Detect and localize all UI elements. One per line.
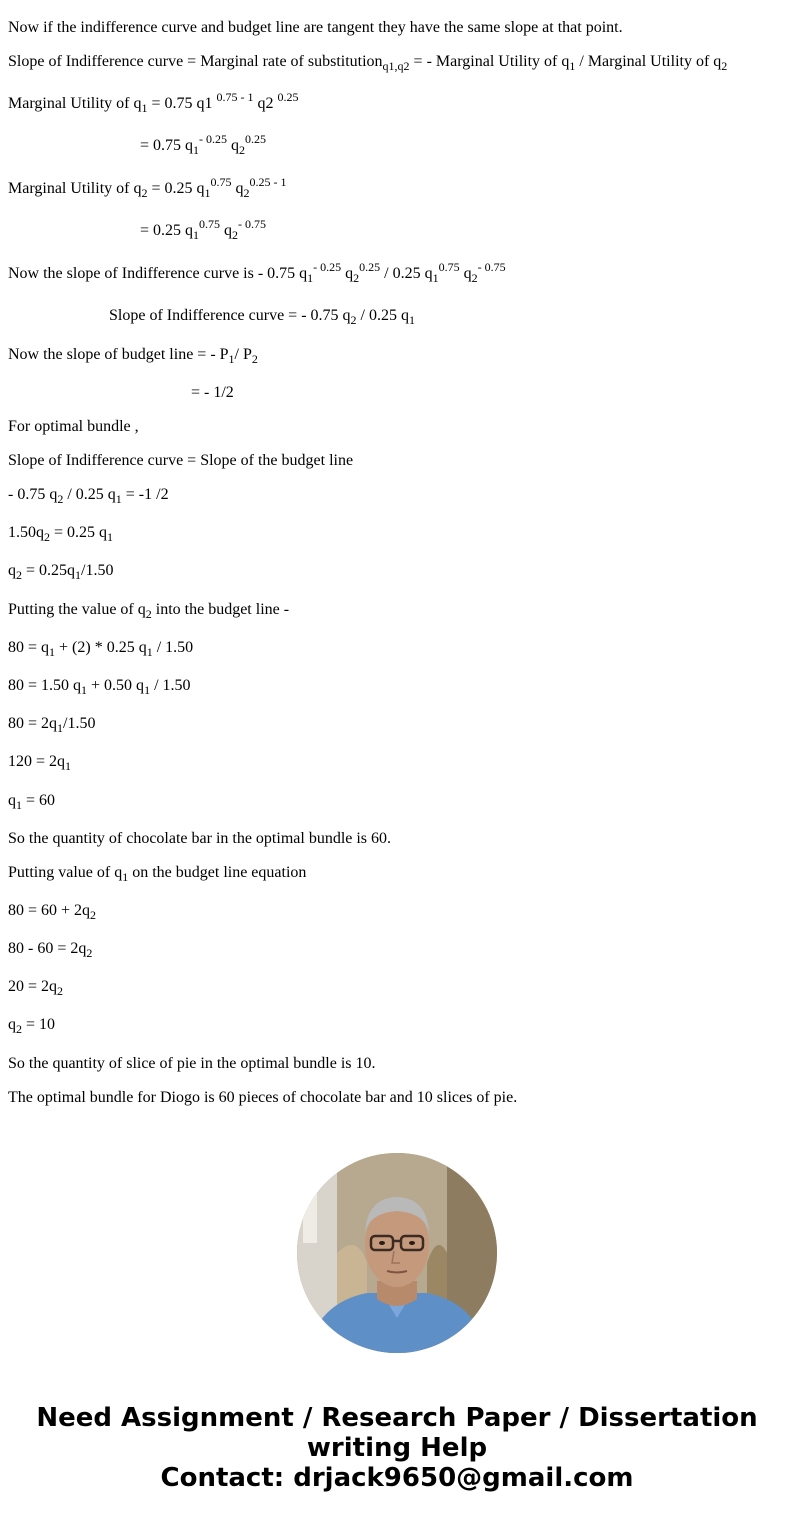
subscript: 1 — [432, 271, 439, 285]
subscript: 2 — [90, 908, 97, 922]
text-run: 80 = 1.50 q — [8, 677, 82, 694]
text-run: /1.50 — [81, 562, 114, 579]
text-run: /1.50 — [63, 715, 96, 732]
subscript: 1 — [193, 228, 200, 242]
superscript: - 0.75 — [477, 260, 506, 274]
superscript: - 0.25 — [199, 132, 228, 146]
subscript: 1 — [107, 530, 114, 544]
text-line — [8, 1015, 55, 1035]
text-run: 120 = 2q — [8, 753, 66, 770]
text-run: 80 = 60 + 2q — [8, 902, 91, 919]
text-run: on the budget line equation — [128, 864, 307, 881]
text-line — [8, 1054, 376, 1074]
text-run: into the budget line - — [151, 601, 290, 618]
subscript: 1 — [193, 143, 200, 157]
text-line — [8, 451, 353, 471]
text-line — [8, 752, 71, 772]
text-run: / 0.25 q — [356, 307, 409, 324]
text-line — [8, 676, 191, 696]
text-run: - 0.75 q — [8, 486, 58, 503]
text-line — [8, 901, 96, 921]
subscript: 2 — [145, 607, 152, 621]
superscript: 0.25 — [277, 90, 299, 104]
text-run: = 0.75 q — [140, 137, 194, 154]
text-run: / 1.50 — [150, 677, 191, 694]
text-run: q — [220, 222, 233, 239]
text-line — [8, 829, 391, 849]
promo-line-1: Need Assignment / Research Paper / Dissertation — [36, 1403, 758, 1433]
text-run: = 60 — [22, 792, 56, 809]
text-line — [8, 600, 289, 620]
text-run: 20 = 2q — [8, 978, 58, 995]
text-run: For optimal bundle , — [8, 418, 139, 435]
text-run: 1.50q — [8, 524, 44, 541]
subscript: 2 — [16, 568, 22, 582]
subscript: 2 — [86, 946, 93, 960]
text-line — [8, 485, 169, 505]
text-run: / 1.50 — [152, 639, 194, 656]
text-run: q — [231, 180, 244, 197]
text-line — [8, 175, 287, 200]
text-line — [8, 977, 63, 997]
subscript: 2 — [232, 228, 239, 242]
subscript: 2 — [57, 492, 64, 506]
subscript: 2 — [57, 984, 64, 998]
text-run: Marginal Utility of q — [8, 95, 142, 112]
text-run: Slope of Indifference curve = Marginal rate of substitution — [8, 53, 383, 70]
subscript: 1 — [81, 683, 88, 697]
text-run: Slope of Indifference curve = Slope of the budget line — [8, 452, 354, 469]
text-run: q2 — [253, 95, 278, 112]
text-line — [109, 306, 415, 326]
text-run: 80 = 2q — [8, 715, 58, 732]
text-run: Slope of Indifference curve = - 0.75 q — [109, 307, 351, 324]
subscript: 1 — [228, 352, 235, 366]
superscript: - 0.75 — [238, 217, 267, 231]
text-line — [8, 939, 92, 959]
text-line — [8, 18, 623, 38]
subscript: 2 — [141, 186, 148, 200]
subscript: 1 — [204, 186, 211, 200]
text-run: / P — [234, 346, 252, 363]
subscript: 1 — [16, 798, 22, 812]
text-run: Now the slope of Indifference curve is - 0.75 q — [8, 265, 308, 282]
subscript: 2 — [44, 530, 50, 544]
subscript: 1 — [49, 645, 56, 659]
subscript: 2 — [239, 143, 246, 157]
text-run: = 0.25 q — [50, 524, 108, 541]
text-run: = 0.25 q — [140, 222, 194, 239]
text-line — [140, 217, 267, 242]
text-run: 80 - 60 = 2q — [8, 940, 87, 957]
text-line — [191, 383, 234, 403]
text-run: Putting value of q — [8, 864, 123, 881]
text-run: q — [8, 562, 16, 579]
subscript: q1,q2 — [382, 59, 410, 73]
text-run: = - Marginal Utility of q — [409, 53, 570, 70]
text-run: q — [8, 1016, 16, 1033]
subscript: 2 — [353, 271, 360, 285]
text-run: = 0.25 q — [147, 180, 205, 197]
text-line — [8, 714, 95, 734]
subscript: 1 — [75, 568, 82, 582]
superscript: 0.75 — [199, 217, 221, 231]
promo-line-2: writing Help — [306, 1433, 488, 1463]
text-run: Marginal Utility of q — [8, 180, 142, 197]
superscript: 0.25 — [359, 260, 381, 274]
subscript: 1 — [307, 271, 314, 285]
text-run: = 10 — [22, 1016, 56, 1033]
subscript: 1 — [408, 313, 415, 327]
subscript: 1 — [115, 492, 122, 506]
text-run: / 0.25 q — [63, 486, 116, 503]
subscript: 2 — [471, 271, 478, 285]
superscript: 0.25 - 1 — [249, 175, 287, 189]
text-run: + (2) * 0.25 q — [55, 639, 147, 656]
text-line — [8, 791, 55, 811]
author-portrait-image — [297, 1153, 497, 1353]
text-run: q — [341, 265, 354, 282]
text-run: So the quantity of chocolate bar in the optimal bundle is 60. — [8, 830, 392, 847]
superscript: 0.75 — [210, 175, 232, 189]
text-run: Putting the value of q — [8, 601, 146, 618]
text-run: / Marginal Utility of q — [575, 53, 722, 70]
author-photo — [297, 1153, 497, 1353]
text-run: / 0.25 q — [380, 265, 433, 282]
superscript: - 0.25 — [313, 260, 342, 274]
text-run: = - 1/2 — [191, 384, 234, 401]
text-run: So the quantity of slice of pie in the optimal bundle is 10. — [8, 1055, 376, 1072]
text-line — [8, 417, 139, 437]
text-line — [8, 863, 306, 883]
promo-contact-line: Contact: drjack9650@gmail.com — [160, 1463, 634, 1493]
text-line — [8, 1088, 517, 1108]
text-line — [8, 260, 506, 285]
text-run: q — [227, 137, 240, 154]
superscript: 0.25 — [245, 132, 267, 146]
text-run: q — [459, 265, 472, 282]
subscript: 1 — [57, 721, 64, 735]
text-run: Now the slope of budget line = - P — [8, 346, 229, 363]
subscript: 1 — [122, 870, 129, 884]
subscript: 1 — [144, 683, 151, 697]
subscript: 1 — [146, 645, 153, 659]
text-run: Now if the indifference curve and budget line are tangent they have the same slope at that point. — [8, 19, 623, 36]
text-line — [8, 638, 193, 658]
subscript: 2 — [16, 1022, 22, 1036]
text-line — [140, 132, 267, 157]
text-run: = -1 /2 — [121, 486, 169, 503]
subscript: 2 — [721, 59, 728, 73]
superscript: 0.75 - 1 — [216, 90, 254, 104]
text-line — [8, 561, 113, 581]
subscript: 1 — [569, 59, 576, 73]
subscript: 1 — [141, 101, 148, 115]
text-line — [8, 52, 727, 72]
text-line — [8, 90, 299, 115]
text-run: The optimal bundle for Diogo is 60 pieces of chocolate bar and 10 slices of pie. — [8, 1089, 518, 1106]
subscript: 2 — [251, 352, 258, 366]
text-run: q — [8, 792, 16, 809]
superscript: 0.75 — [438, 260, 460, 274]
promo-footer — [0, 1403, 794, 1493]
subscript: 1 — [65, 759, 72, 773]
text-run: = 0.75 q1 — [147, 95, 217, 112]
text-line — [8, 345, 258, 365]
text-run: = 0.25q — [22, 562, 76, 579]
text-line — [8, 523, 113, 543]
text-run: + 0.50 q — [87, 677, 145, 694]
subscript: 2 — [350, 313, 357, 327]
subscript: 2 — [243, 186, 250, 200]
text-run: 80 = q — [8, 639, 50, 656]
